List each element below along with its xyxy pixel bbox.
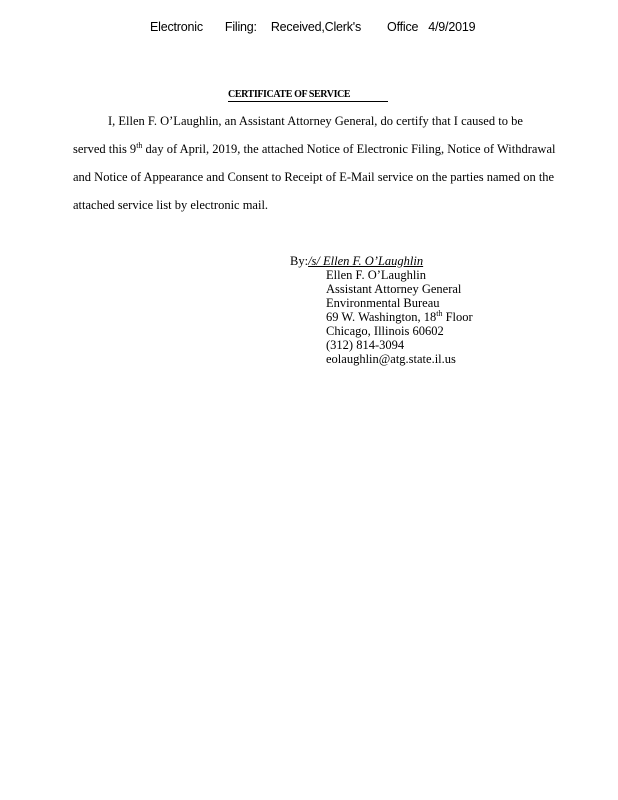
signer-phone: (312) 814-3094: [326, 338, 405, 352]
stamp-part-filing: Filing:: [224, 20, 257, 34]
floor-ordinal-suffix: th: [436, 309, 443, 318]
signature-block: [326, 268, 473, 366]
body-line-1: I, Ellen F. O’Laughlin, an Assistant Attorney General, do certify that I caused to be: [108, 114, 523, 128]
body-line-4: attached service list by electronic mail.: [73, 198, 269, 212]
by-label: By:: [290, 254, 309, 268]
signer-address-city: Chicago, Illinois 60602: [326, 324, 444, 338]
stamp-part-received: Received,Clerk's: [270, 20, 362, 34]
signature-by-line: [290, 253, 423, 269]
stamp-part-electronic: Electronic: [150, 20, 203, 34]
certificate-title: CERTIFICATE OF SERVICE: [228, 89, 388, 102]
body-line-2-rest: day of April, 2019, the attached Notice of Electronic Filing, Notice of Withdrawal: [142, 142, 556, 156]
ordinal-suffix: th: [136, 141, 143, 150]
body-line-3: and Notice of Appearance and Consent to Receipt of E-Mail service on the parties named on the: [73, 170, 555, 184]
signer-email: eolaughlin@atg.state.il.us: [326, 352, 456, 366]
signer-name: Ellen F. O’Laughlin: [326, 268, 427, 282]
signer-bureau: Environmental Bureau: [326, 296, 440, 310]
electronic-signature: /s/ Ellen F. O’Laughlin: [308, 254, 424, 268]
body-line-2-start: served this 9: [73, 142, 137, 156]
signer-address-street: [326, 310, 473, 324]
address-street-start: 69 W. Washington, 18: [326, 310, 437, 324]
address-street-floor: Floor: [442, 310, 473, 324]
body-line-2: [73, 141, 555, 157]
filing-stamp-header: [150, 20, 475, 34]
signer-role: Assistant Attorney General: [326, 282, 462, 296]
stamp-part-office: Office: [387, 20, 419, 34]
stamp-date: 4/9/2019: [428, 20, 476, 34]
